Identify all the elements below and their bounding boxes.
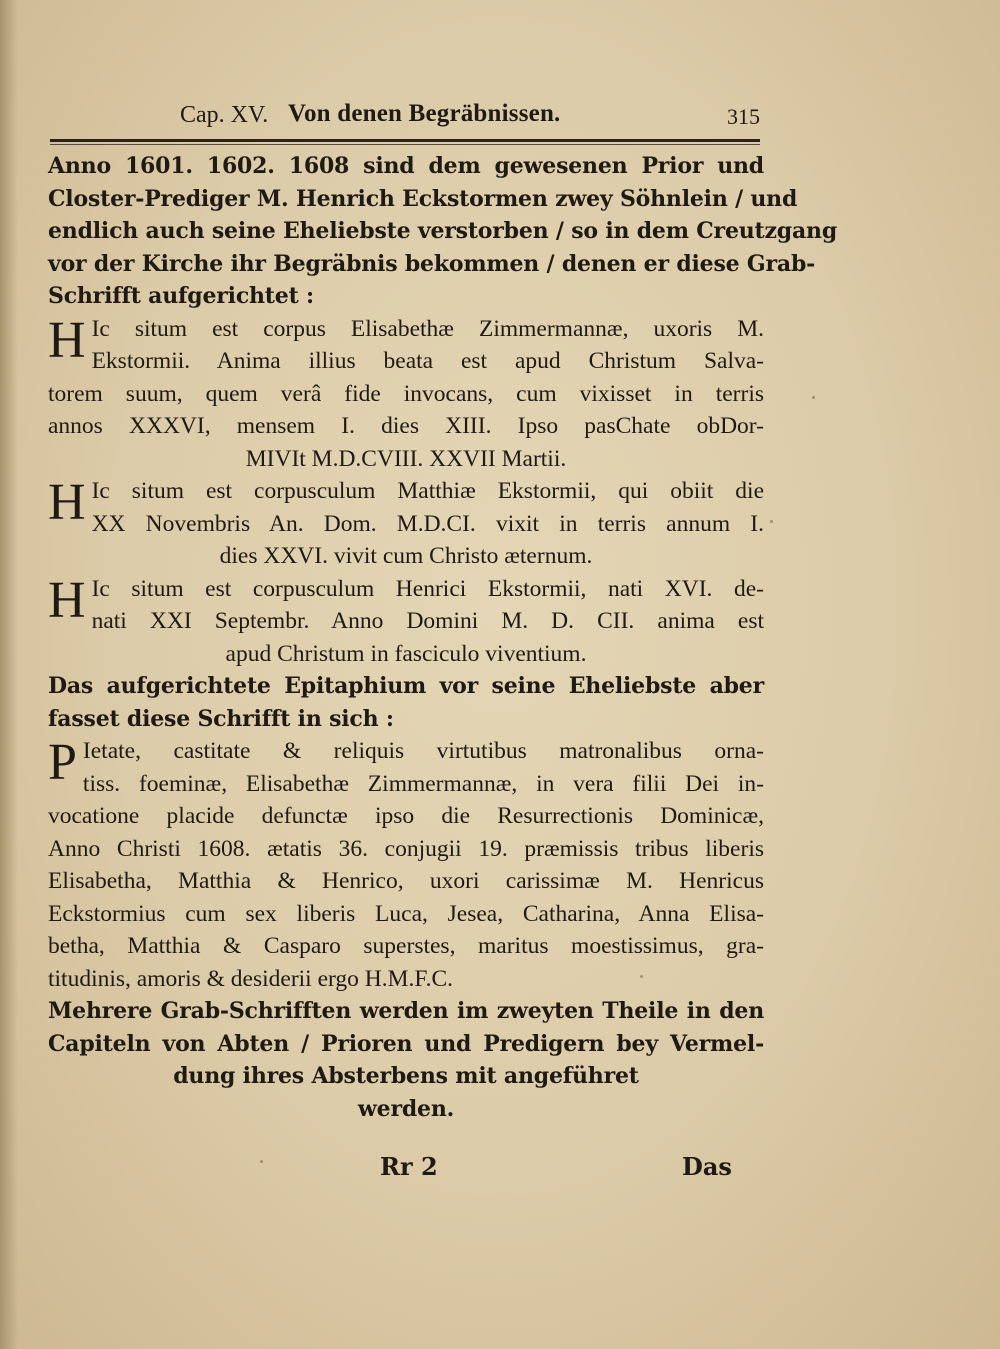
catchword: Das <box>682 1152 732 1181</box>
text-line: betha, Matthia & Casparo superstes, maritus moestissimus, gra- <box>48 933 764 959</box>
paper-speck <box>770 520 773 523</box>
text-line: XX Novembris An. Dom. M.D.CI. vixit in terris annum I. <box>91 510 764 537</box>
page-footer <box>0 1148 1000 1188</box>
epitaph-henricus <box>48 573 764 671</box>
drop-capital: H <box>48 571 86 629</box>
paper-speck <box>260 1160 263 1163</box>
drop-capital: P <box>48 734 77 791</box>
text-line: dung ihres Absterbens mit angeführet <box>173 1063 639 1089</box>
paper-speck <box>640 975 643 978</box>
text-line: torem suum, quem verâ fide invocans, cum vixisset in terris <box>48 380 764 407</box>
text-line: apud Christum in fasciculo viventium. <box>225 640 587 667</box>
paragraph-intro <box>48 150 838 313</box>
text-line: Ic situm est corpus Elisabethæ Zimmermannæ, uxoris M. <box>91 315 764 342</box>
text-line: Anno 1601. 1602. 1608 sind dem gewesenen Prior und <box>48 153 764 179</box>
epitaph-elisabetha <box>48 313 764 476</box>
text-line: Anno Christi 1608. ætatis 36. conjugii 19. præmissis tribus liberis <box>48 835 764 862</box>
epitaph-matthias <box>48 475 764 573</box>
text-line: dies XXVI. vivit cum Christo æternum. <box>219 543 593 569</box>
page-number: 315 <box>727 104 760 129</box>
chapter-title: Von denen Begräbnissen. <box>288 100 561 127</box>
epitaph-inscription <box>48 735 764 995</box>
text-line: Ic situm est corpusculum Matthiæ Ekstormii, qui obiit die <box>91 478 764 504</box>
text-line: fasset diese Schrifft in sich : <box>48 705 394 732</box>
chapter-label: Cap. XV. <box>180 102 269 128</box>
text-line: werden. <box>357 1095 455 1122</box>
text-line: Ekstormii. Anima illius beata est apud Christum Salva- <box>91 348 764 374</box>
text-line: Das aufgerichtete Epitaphium vor seine Eheliebste aber <box>48 673 764 699</box>
text-line: Mehrere Grab-Schrifften werden im zweyten Theile in den <box>48 998 764 1024</box>
running-header <box>180 98 760 134</box>
header-rule-thin <box>50 144 760 145</box>
page-body <box>48 150 838 1125</box>
text-line: nati XXI Septembr. Anno Domini M. D. CII. anima est <box>91 608 764 634</box>
text-line: vor der Kirche ihr Begräbnis bekommen / denen er diese Grab- <box>48 250 816 277</box>
text-line: Elisabetha, Matthia & Henrico, uxori carissimæ M. Henricus <box>48 868 764 894</box>
text-line: Ic situm est corpusculum Henrici Ekstormii, nati XVI. de- <box>91 575 764 602</box>
text-line: Capiteln von Abten / Prioren und Predigern bey Vermel- <box>48 1030 764 1057</box>
page-gutter-shadow <box>0 0 18 1349</box>
text-line: Eckstormius cum sex liberis Luca, Jesea, Catharina, Anna Elisa- <box>48 900 764 927</box>
text-line: vocatione placide defunctæ ipso die Resurrectionis Dominicæ, <box>48 803 764 829</box>
text-line: MIVIt M.D.CVIII. XXVII Martii. <box>245 445 567 472</box>
text-line: Schrifft aufgerichtet : <box>48 283 314 309</box>
text-line: tiss. foeminæ, Elisabethæ Zimmermannæ, in vera filii Dei in- <box>82 770 764 797</box>
text-line: titudinis, amoris & desiderii ergo H.M.F.C. <box>48 965 454 992</box>
text-line: annos XXXVI, mensem I. dies XIII. Ipso pasChate obDor- <box>48 413 764 439</box>
paper-speck <box>812 396 815 399</box>
drop-capital: H <box>48 474 86 531</box>
paragraph-epitaph-intro <box>48 670 764 735</box>
drop-capital: H <box>48 311 86 369</box>
signature-mark: Rr 2 <box>380 1152 438 1181</box>
text-line: Closter-Prediger M. Henrich Eckstormen zwey Söhnlein / und <box>48 185 798 212</box>
paragraph-closing <box>48 995 764 1125</box>
header-rule <box>50 139 760 142</box>
text-line: endlich auch seine Eheliebste verstorben / so in dem Creutzgang <box>48 218 838 244</box>
text-line: Ietate, castitate & reliquis virtutibus matronalibus orna- <box>82 738 764 764</box>
